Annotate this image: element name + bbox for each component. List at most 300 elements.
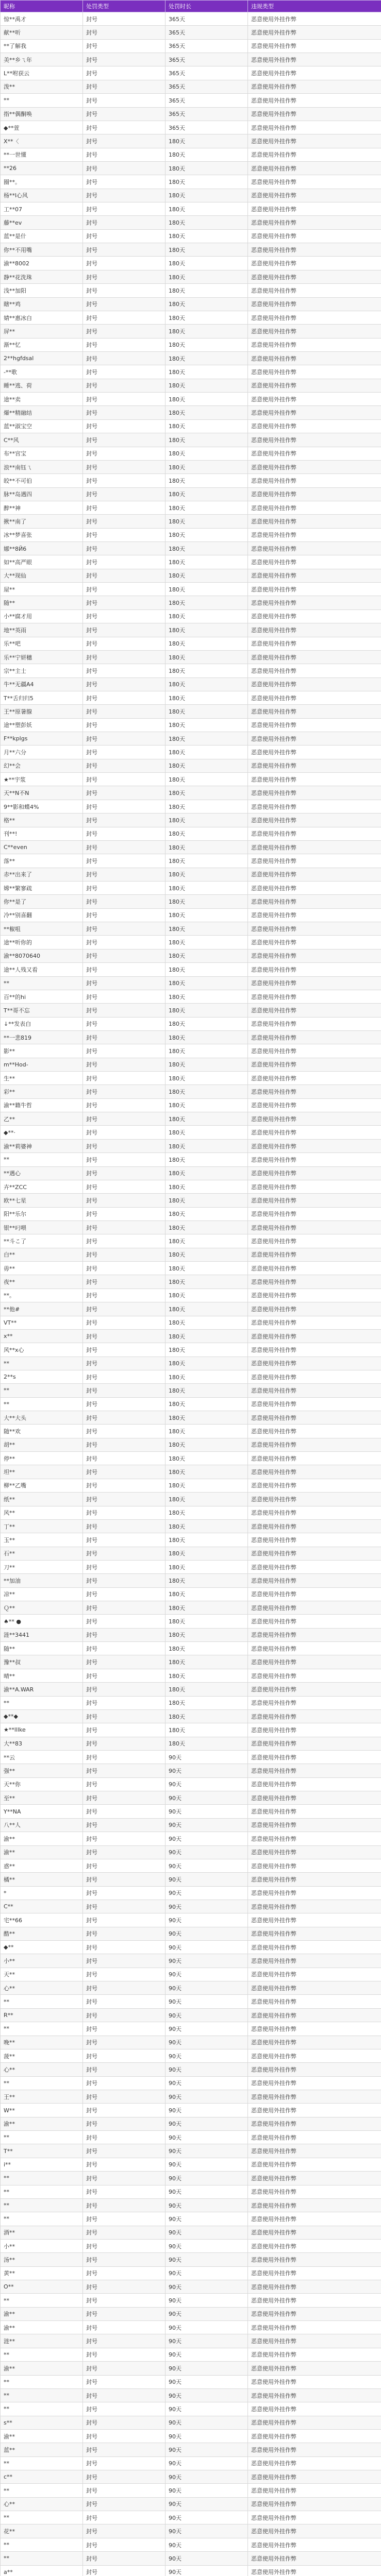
- penalty-duration-cell: 180天: [165, 1262, 248, 1275]
- penalty-duration-cell: 180天: [165, 1425, 248, 1438]
- penalty-type-cell: 封号: [83, 528, 165, 541]
- nickname-cell: L**咐获云: [1, 66, 83, 80]
- nickname-cell: 涟**: [1, 2334, 83, 2348]
- violation-type-cell: 恶意使用外挂作弊: [248, 12, 381, 26]
- table-row: [1, 1587, 381, 1601]
- table-row: [1, 2416, 381, 2429]
- nickname-cell: m**Hod-: [1, 1058, 83, 1071]
- penalty-type-cell: 封号: [83, 2076, 165, 2090]
- penalty-duration-cell: 180天: [165, 1357, 248, 1370]
- nickname-cell: **: [1, 1384, 83, 1397]
- violation-type-cell: 恶意使用外挂作弊: [248, 1574, 381, 1587]
- table-row: [1, 1194, 381, 1207]
- nickname-cell: **: [1, 2212, 83, 2226]
- penalty-type-cell: 封号: [83, 460, 165, 473]
- nickname-cell: 蓝**淑宝空: [1, 419, 83, 433]
- nickname-cell: 纸**: [1, 1493, 83, 1506]
- penalty-type-cell: 封号: [83, 1397, 165, 1411]
- nickname-cell: 渝**8002: [1, 257, 83, 270]
- penalty-duration-cell: 180天: [165, 1275, 248, 1289]
- violation-type-cell: 恶意使用外挂作弊: [248, 1655, 381, 1669]
- nickname-cell: 柳**乙嘴: [1, 1479, 83, 1492]
- violation-type-cell: 恶意使用外挂作弊: [248, 2144, 381, 2158]
- table-row: [1, 134, 381, 148]
- nickname-cell: 天**N不N: [1, 786, 83, 800]
- penalty-type-cell: 封号: [83, 66, 165, 80]
- nickname-cell: 惑**: [1, 1859, 83, 1872]
- nickname-cell: 渝**: [1, 2362, 83, 2375]
- violation-type-cell: 恶意使用外挂作弊: [248, 990, 381, 1003]
- penalty-duration-cell: 180天: [165, 148, 248, 161]
- table-row: [1, 515, 381, 528]
- violation-type-cell: 恶意使用外挂作弊: [248, 1642, 381, 1655]
- penalty-duration-cell: 180天: [165, 854, 248, 868]
- nickname-cell: **椒咀: [1, 922, 83, 936]
- penalty-type-cell: 封号: [83, 677, 165, 691]
- table-row: [1, 1941, 381, 1954]
- penalty-type-cell: 封号: [83, 1425, 165, 1438]
- penalty-type-cell: 封号: [83, 175, 165, 189]
- table-row: [1, 447, 381, 460]
- penalty-duration-cell: 365天: [165, 53, 248, 66]
- nickname-cell: ★**lllke: [1, 1723, 83, 1737]
- violation-type-cell: 恶意使用外挂作弊: [248, 66, 381, 80]
- nickname-cell: 工**07: [1, 202, 83, 216]
- table-row: [1, 2198, 381, 2212]
- nickname-cell: 乐**吧: [1, 637, 83, 650]
- penalty-duration-cell: 180天: [165, 583, 248, 596]
- penalty-type-cell: 封号: [83, 1764, 165, 1777]
- table-row: [1, 1615, 381, 1628]
- violation-type-cell: 恶意使用外挂作弊: [248, 732, 381, 745]
- nickname-cell: 心**: [1, 2497, 83, 2511]
- penalty-type-cell: 封号: [83, 406, 165, 419]
- violation-type-cell: 恶意使用外挂作弊: [248, 1262, 381, 1275]
- penalty-duration-cell: 90天: [165, 2362, 248, 2375]
- nickname-cell: Ｑ**: [1, 1601, 83, 1615]
- penalty-duration-cell: 180天: [165, 1601, 248, 1615]
- violation-type-cell: 恶意使用外挂作弊: [248, 1058, 381, 1071]
- penalty-duration-cell: 180天: [165, 1547, 248, 1560]
- violation-type-cell: 恶意使用外挂作弊: [248, 2185, 381, 2198]
- table-row: [1, 1995, 381, 2008]
- penalty-duration-cell: 90天: [165, 2090, 248, 2103]
- table-row: [1, 406, 381, 419]
- table-row: [1, 1913, 381, 1927]
- table-row: [1, 1601, 381, 1615]
- nickname-cell: 指**偶酮唤: [1, 107, 83, 121]
- violation-type-cell: 恶意使用外挂作弊: [248, 1004, 381, 1017]
- nickname-cell: 睡**逃、荷: [1, 379, 83, 392]
- table-row: [1, 2158, 381, 2171]
- violation-type-cell: 恶意使用外挂作弊: [248, 2253, 381, 2266]
- violation-type-cell: 恶意使用外挂作弊: [248, 1234, 381, 1248]
- table-row: [1, 555, 381, 569]
- penalty-duration-cell: 365天: [165, 66, 248, 80]
- penalty-type-cell: 封号: [83, 1886, 165, 1900]
- nickname-cell: 心**: [1, 2063, 83, 2076]
- table-row: [1, 1030, 381, 1044]
- nickname-cell: **加油: [1, 1574, 83, 1587]
- violation-type-cell: 恶意使用外挂作弊: [248, 1927, 381, 1940]
- table-row: [1, 1737, 381, 1750]
- table-row: [1, 1425, 381, 1438]
- nickname-cell: 凉**: [1, 1587, 83, 1601]
- nickname-cell: 途**听你的: [1, 936, 83, 949]
- penalty-duration-cell: 180天: [165, 840, 248, 854]
- penalty-type-cell: 封号: [83, 1913, 165, 1927]
- violation-type-cell: 恶意使用外挂作弊: [248, 1900, 381, 1913]
- penalty-type-cell: 封号: [83, 1343, 165, 1357]
- violation-type-cell: 恶意使用外挂作弊: [248, 936, 381, 949]
- table-row: [1, 2104, 381, 2117]
- penalty-duration-cell: 90天: [165, 2470, 248, 2484]
- nickname-cell: **: [1, 1995, 83, 2008]
- penalty-type-cell: 封号: [83, 1751, 165, 1764]
- penalty-type-cell: 封号: [83, 1044, 165, 1058]
- violation-type-cell: 恶意使用外挂作弊: [248, 1805, 381, 1818]
- penalty-duration-cell: 90天: [165, 2198, 248, 2212]
- penalty-type-cell: 封号: [83, 800, 165, 813]
- nickname-cell: **: [1, 2538, 83, 2551]
- penalty-type-cell: 封号: [83, 2321, 165, 2334]
- penalty-type-cell: 封号: [83, 936, 165, 949]
- penalty-type-cell: 封号: [83, 1655, 165, 1669]
- nickname-cell: 大**83: [1, 1737, 83, 1750]
- penalty-duration-cell: 90天: [165, 1886, 248, 1900]
- table-row: [1, 1751, 381, 1764]
- table-row: [1, 664, 381, 677]
- table-row: [1, 1696, 381, 1709]
- violation-type-cell: 恶意使用外挂作弊: [248, 1913, 381, 1927]
- violation-type-cell: 恶意使用外挂作弊: [248, 2348, 381, 2361]
- violation-type-cell: 恶意使用外挂作弊: [248, 1452, 381, 1465]
- penalty-type-cell: 封号: [83, 325, 165, 338]
- penalty-type-cell: 封号: [83, 718, 165, 732]
- penalty-type-cell: 封号: [83, 2253, 165, 2266]
- violation-type-cell: 恶意使用外挂作弊: [248, 107, 381, 121]
- penalty-duration-cell: 90天: [165, 2226, 248, 2239]
- penalty-duration-cell: 180天: [165, 691, 248, 704]
- nickname-cell: 屏**: [1, 325, 83, 338]
- violation-type-cell: 恶意使用外挂作弊: [248, 1791, 381, 1805]
- nickname-cell: 王**: [1, 2090, 83, 2103]
- penalty-duration-cell: 90天: [165, 2348, 248, 2361]
- penalty-duration-cell: 180天: [165, 325, 248, 338]
- penalty-type-cell: 封号: [83, 1493, 165, 1506]
- table-row: [1, 2280, 381, 2294]
- violation-type-cell: 恶意使用外挂作弊: [248, 1126, 381, 1139]
- nickname-cell: R**: [1, 2008, 83, 2022]
- violation-type-cell: 恶意使用外挂作弊: [248, 2362, 381, 2375]
- violation-type-cell: 恶意使用外挂作弊: [248, 134, 381, 148]
- nickname-cell: Y**NA: [1, 1805, 83, 1818]
- nickname-cell: 菠**: [1, 2049, 83, 2062]
- violation-type-cell: 恶意使用外挂作弊: [248, 2375, 381, 2388]
- violation-type-cell: 恶意使用外挂作弊: [248, 963, 381, 976]
- nickname-cell: 至**: [1, 1791, 83, 1805]
- table-row: [1, 2294, 381, 2307]
- penalty-duration-cell: 180天: [165, 1655, 248, 1669]
- penalty-duration-cell: 180天: [165, 718, 248, 732]
- nickname-cell: 黄**: [1, 2266, 83, 2280]
- table-row: [1, 732, 381, 745]
- penalty-duration-cell: 90天: [165, 1777, 248, 1791]
- penalty-type-cell: 封号: [83, 2362, 165, 2375]
- penalty-type-cell: 封号: [83, 1777, 165, 1791]
- penalty-type-cell: 封号: [83, 1506, 165, 1519]
- nickname-cell: **一悲819: [1, 1030, 83, 1044]
- penalty-type-cell: 封号: [83, 433, 165, 447]
- violation-type-cell: 恶意使用外挂作弊: [248, 555, 381, 569]
- violation-type-cell: 恶意使用外挂作弊: [248, 1506, 381, 1519]
- penalty-duration-cell: 180天: [165, 800, 248, 813]
- violation-type-cell: 恶意使用外挂作弊: [248, 406, 381, 419]
- penalty-type-cell: 封号: [83, 2497, 165, 2511]
- nickname-cell: ♠** ●: [1, 1615, 83, 1628]
- penalty-type-cell: 封号: [83, 1628, 165, 1641]
- penalty-type-cell: 封号: [83, 1370, 165, 1383]
- table-row: [1, 1262, 381, 1275]
- nickname-cell: 揪**南了: [1, 515, 83, 528]
- violation-type-cell: 恶意使用外挂作弊: [248, 270, 381, 283]
- table-row: [1, 2144, 381, 2158]
- nickname-cell: 渝**A.WAR: [1, 1683, 83, 1696]
- nickname-cell: 渐**忆: [1, 338, 83, 351]
- table-row: [1, 66, 381, 80]
- penalty-duration-cell: 180天: [165, 1384, 248, 1397]
- table-row: [1, 1669, 381, 1682]
- nickname-cell: 落**: [1, 854, 83, 868]
- nickname-cell: 渝**籍牛哲: [1, 1098, 83, 1112]
- penalty-duration-cell: 180天: [165, 433, 248, 447]
- violation-type-cell: 恶意使用外挂作弊: [248, 284, 381, 297]
- nickname-cell: 夜**: [1, 1275, 83, 1289]
- penalty-type-cell: 封号: [83, 2239, 165, 2252]
- penalty-duration-cell: 90天: [165, 2212, 248, 2226]
- nickname-cell: 献**听: [1, 26, 83, 39]
- table-row: [1, 1519, 381, 1533]
- nickname-cell: 生**: [1, 1072, 83, 1085]
- penalty-type-cell: 封号: [83, 2484, 165, 2497]
- table-row: [1, 1465, 381, 1479]
- violation-type-cell: 恶意使用外挂作弊: [248, 26, 381, 39]
- violation-type-cell: 恶意使用外挂作弊: [248, 854, 381, 868]
- nickname-cell: 随**: [1, 596, 83, 609]
- table-row: [1, 2321, 381, 2334]
- nickname-cell: T**哥不忘: [1, 1004, 83, 1017]
- nickname-cell: 天**: [1, 1968, 83, 1981]
- penalty-duration-cell: 180天: [165, 474, 248, 487]
- violation-type-cell: 恶意使用外挂作弊: [248, 2036, 381, 2049]
- table-row: [1, 2429, 381, 2443]
- table-row: [1, 460, 381, 473]
- violation-type-cell: 恶意使用外挂作弊: [248, 1438, 381, 1451]
- penalty-duration-cell: 180天: [165, 311, 248, 324]
- table-row: [1, 1886, 381, 1900]
- penalty-duration-cell: 90天: [165, 2416, 248, 2429]
- penalty-type-cell: 封号: [83, 2008, 165, 2022]
- nickname-cell: 你**是了: [1, 895, 83, 908]
- table-row: [1, 1275, 381, 1289]
- penalty-type-cell: 封号: [83, 609, 165, 623]
- penalty-type-cell: 封号: [83, 12, 165, 26]
- nickname-cell: C**: [1, 1900, 83, 1913]
- penalty-type-cell: 封号: [83, 2063, 165, 2076]
- violation-type-cell: 恶意使用外挂作弊: [248, 1968, 381, 1981]
- violation-type-cell: 恶意使用外挂作弊: [248, 773, 381, 786]
- penalty-duration-cell: 90天: [165, 2565, 248, 2576]
- violation-type-cell: 恶意使用外挂作弊: [248, 1547, 381, 1560]
- nickname-cell: 刀**: [1, 1560, 83, 1573]
- penalty-type-cell: 封号: [83, 1004, 165, 1017]
- table-row: [1, 148, 381, 161]
- penalty-duration-cell: 180天: [165, 1289, 248, 1302]
- nickname-cell: 橘**: [1, 1873, 83, 1886]
- nickname-cell: 欧**七星: [1, 1194, 83, 1207]
- penalty-type-cell: 封号: [83, 2470, 165, 2484]
- violation-type-cell: 恶意使用外挂作弊: [248, 1519, 381, 1533]
- nickname-cell: 丁**: [1, 1519, 83, 1533]
- nickname-cell: **一世懂: [1, 148, 83, 161]
- penalty-duration-cell: 90天: [165, 2008, 248, 2022]
- penalty-duration-cell: 180天: [165, 1248, 248, 1261]
- violation-type-cell: 恶意使用外挂作弊: [248, 1072, 381, 1085]
- penalty-type-cell: 封号: [83, 2036, 165, 2049]
- table-row: [1, 908, 381, 922]
- penalty-duration-cell: 180天: [165, 229, 248, 243]
- violation-type-cell: 恶意使用外挂作弊: [248, 1316, 381, 1329]
- nickname-cell: 藤**ev: [1, 216, 83, 229]
- penalty-duration-cell: 180天: [165, 637, 248, 650]
- penalty-type-cell: 封号: [83, 1941, 165, 1954]
- nickname-cell: 玉**: [1, 1533, 83, 1547]
- table-row: [1, 1370, 381, 1383]
- table-row: [1, 1859, 381, 1872]
- penalty-type-cell: 封号: [83, 1737, 165, 1750]
- penalty-type-cell: 封号: [83, 1900, 165, 1913]
- violation-type-cell: 恶意使用外挂作弊: [248, 786, 381, 800]
- penalty-type-cell: 封号: [83, 2144, 165, 2158]
- penalty-duration-cell: 180天: [165, 882, 248, 895]
- nickname-cell: c**: [1, 2470, 83, 2484]
- penalty-type-cell: 封号: [83, 1845, 165, 1859]
- penalty-type-cell: 封号: [83, 1574, 165, 1587]
- violation-type-cell: 恶意使用外挂作弊: [248, 501, 381, 514]
- violation-type-cell: 恶意使用外挂作弊: [248, 2402, 381, 2416]
- penalty-type-cell: 封号: [83, 1017, 165, 1030]
- table-row: [1, 257, 381, 270]
- penalty-duration-cell: 90天: [165, 1832, 248, 1845]
- penalty-duration-cell: 180天: [165, 623, 248, 637]
- penalty-type-cell: 封号: [83, 2104, 165, 2117]
- table-row: [1, 1004, 381, 1017]
- penalty-type-cell: 封号: [83, 229, 165, 243]
- table-row: [1, 1438, 381, 1451]
- penalty-type-cell: 封号: [83, 1533, 165, 1547]
- penalty-type-cell: 封号: [83, 501, 165, 514]
- violation-type-cell: 恶意使用外挂作弊: [248, 39, 381, 53]
- penalty-duration-cell: 90天: [165, 2117, 248, 2130]
- penalty-type-cell: 封号: [83, 2565, 165, 2576]
- penalty-duration-cell: 180天: [165, 1615, 248, 1628]
- violation-type-cell: 恶意使用外挂作弊: [248, 1954, 381, 1968]
- table-row: [1, 419, 381, 433]
- nickname-cell: O**: [1, 2280, 83, 2294]
- penalty-type-cell: 封号: [83, 2022, 165, 2036]
- table-row: [1, 1207, 381, 1221]
- nickname-cell: *: [1, 1886, 83, 1900]
- penalty-type-cell: 封号: [83, 705, 165, 718]
- violation-type-cell: 恶意使用外挂作弊: [248, 189, 381, 202]
- nickname-cell: **: [1, 2552, 83, 2565]
- penalty-type-cell: 封号: [83, 270, 165, 283]
- table-row: [1, 1968, 381, 1981]
- penalty-type-cell: 封号: [83, 474, 165, 487]
- violation-type-cell: 恶意使用外挂作弊: [248, 53, 381, 66]
- table-row: [1, 895, 381, 908]
- penalty-type-cell: 封号: [83, 1818, 165, 1832]
- table-row: [1, 1289, 381, 1302]
- penalty-duration-cell: 180天: [165, 1587, 248, 1601]
- nickname-cell: 花**: [1, 2524, 83, 2538]
- nickname-cell: 蓝**: [1, 2443, 83, 2456]
- penalty-duration-cell: 180天: [165, 1044, 248, 1058]
- table-row: [1, 379, 381, 392]
- table-row: [1, 882, 381, 895]
- penalty-duration-cell: 180天: [165, 569, 248, 582]
- penalty-type-cell: 封号: [83, 161, 165, 175]
- nickname-cell: 宗**主士: [1, 664, 83, 677]
- penalty-duration-cell: 180天: [165, 1139, 248, 1153]
- penalty-duration-cell: 90天: [165, 1927, 248, 1940]
- penalty-duration-cell: 180天: [165, 868, 248, 881]
- penalty-duration-cell: 180天: [165, 1519, 248, 1533]
- nickname-cell: 八**人: [1, 1818, 83, 1832]
- penalty-duration-cell: 180天: [165, 1316, 248, 1329]
- table-row: [1, 1397, 381, 1411]
- penalty-duration-cell: 90天: [165, 2253, 248, 2266]
- violation-type-cell: 恶意使用外挂作弊: [248, 1493, 381, 1506]
- penalty-duration-cell: 90天: [165, 2036, 248, 2049]
- penalty-type-cell: 封号: [83, 2266, 165, 2280]
- table-row: [1, 1900, 381, 1913]
- penalty-type-cell: 封号: [83, 2402, 165, 2416]
- table-row: [1, 569, 381, 582]
- table-row: [1, 1547, 381, 1560]
- table-row: [1, 2334, 381, 2348]
- violation-type-cell: 恶意使用外挂作弊: [248, 1085, 381, 1098]
- penalty-type-cell: 封号: [83, 1465, 165, 1479]
- nickname-cell: 渝**: [1, 2307, 83, 2320]
- penalty-type-cell: 封号: [83, 2348, 165, 2361]
- violation-type-cell: 恶意使用外挂作弊: [248, 243, 381, 257]
- penalty-duration-cell: 90天: [165, 1981, 248, 1995]
- penalty-duration-cell: 90天: [165, 2076, 248, 2090]
- table-row: [1, 528, 381, 541]
- penalty-type-cell: 封号: [83, 297, 165, 311]
- nickname-cell: 杨**l心风: [1, 189, 83, 202]
- violation-type-cell: 恶意使用外挂作弊: [248, 2117, 381, 2130]
- violation-type-cell: 恶意使用外挂作弊: [248, 1139, 381, 1153]
- nickname-cell: **: [1, 94, 83, 107]
- nickname-cell: 屋**: [1, 583, 83, 596]
- penalty-duration-cell: 180天: [165, 216, 248, 229]
- table-row: [1, 161, 381, 175]
- penalty-duration-cell: 90天: [165, 1845, 248, 1859]
- penalty-type-cell: 封号: [83, 1452, 165, 1465]
- penalty-duration-cell: 180天: [165, 1030, 248, 1044]
